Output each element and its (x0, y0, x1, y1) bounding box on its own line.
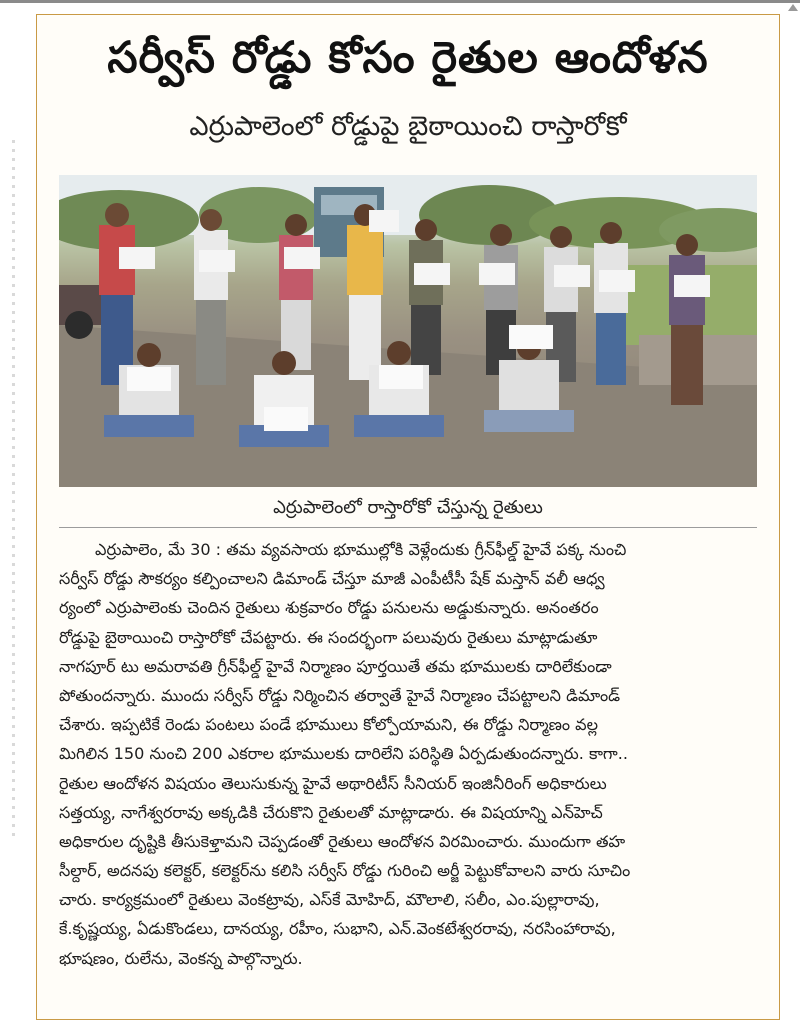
body-line: భూషణం, రులేను, వెంకన్న పాల్గొన్నారు. (59, 948, 303, 968)
caption-divider (59, 527, 757, 528)
body-line: సీల్దార్, అదనపు కలెక్టర్, కలెక్టర్‌ను కలిసి సర్వీస్ రోడ్డు గురించి అర్జీ పెట్టుకోవాలని వారు సూచిం (59, 861, 631, 881)
newspaper-clipping (36, 14, 780, 1020)
body-line: చారు. కార్యక్రమంలో రైతులు వెంకట్రావు, ఎస్‌కే మోహిద్, మౌలాలి, సలీం, ఎం.పుల్లారావు, (59, 890, 600, 910)
adjacent-page-edge (12, 140, 15, 840)
body-line: నాగపూర్ టు అమరావతి గ్రీన్‌ఫీల్డ్ హైవే నిర్మాణం పూర్తయితే తమ భూములకు దారిలేకుండా (59, 656, 612, 676)
body-line: సర్వీస్ రోడ్డు సౌకర్యం కల్పించాలని డిమాండ్ చేస్తూ మాజీ ఎంపీటీసీ షేక్ మస్తాన్ వలీ ఆధ్వ (59, 569, 605, 589)
body-line: సత్తయ్య, నాగేశ్వరరావు అక్కడికి చేరుకొని రైతులతో మాట్లాడారు. ఈ విషయాన్ని ఎన్‌హెచ్ (59, 802, 603, 822)
article-body (59, 535, 759, 973)
headline: సర్వీస్ రోడ్డు కోసం రైతుల ఆందోళన (107, 33, 709, 83)
scroll-up-arrow-icon[interactable] (788, 4, 798, 11)
body-line: చేశారు. ఇప్పటికే రెండు పంటలు పండే భూములు కోల్పోయామని, ఈ రోడ్డు నిర్మాణం వల్ల (59, 715, 599, 735)
body-line: రోడ్డుపై బైఠాయించి రాస్తారోకో చేపట్టారు. ఈ సందర్భంగా పలువురు రైతులు మాట్లాడుతూ (59, 627, 598, 647)
body-line: అధికారుల దృష్టికి తీసుకెళ్తామని చెప్పడంతో రైతులు ఆందోళన విరమించారు. ముందుగా తహ (59, 831, 626, 851)
body-line: పోతుందన్నారు. ముందు సర్వీస్ రోడ్డు నిర్మించిన తర్వాతే హైవే నిర్మాణం చేపట్టాలని డిమాండ్ (59, 685, 621, 705)
body-line: కే.కృష్ణయ్య, ఏడుకొండలు, దానయ్య, రహీం, సుభాని, ఎన్.వెంకటేశ్వరరావు, నరసింహారావు, (59, 919, 616, 939)
body-line: ఎర్రుపాలెం, మే 30 : తమ వ్యవసాయ భూముల్లోకి వెళ్లేందుకు గ్రీన్‌ఫీల్డ్ హైవే పక్క నుంచి (95, 540, 627, 559)
protest-photo (59, 175, 757, 487)
viewer-top-rule (0, 0, 800, 3)
body-line: మిగిలిన 150 నుంచి 200 ఎకరాల భూములకు దారిలేని పరిస్థితి ఏర్పడుతుందన్నారు. కాగా.. (59, 744, 628, 764)
body-line: రైతుల ఆందోళన విషయం తెలుసుకున్న హైవే అథారిటీస్ సీనియర్ ఇంజినీరింగ్ అధికారులు (59, 773, 607, 793)
subheadline: ఎర్రుపాలెంలో రోడ్డుపై బైఠాయించి రాస్తారోకో (189, 111, 627, 142)
body-line: ర్యంలో ఎర్రుపాలెంకు చెందిన రైతులు శుక్రవారం రోడ్డు పనులను అడ్డుకున్నారు. అనంతరం (59, 598, 599, 618)
photo-caption: ఎర్రుపాలెంలో రాస్తారోకో చేస్తున్న రైతులు (273, 497, 543, 518)
